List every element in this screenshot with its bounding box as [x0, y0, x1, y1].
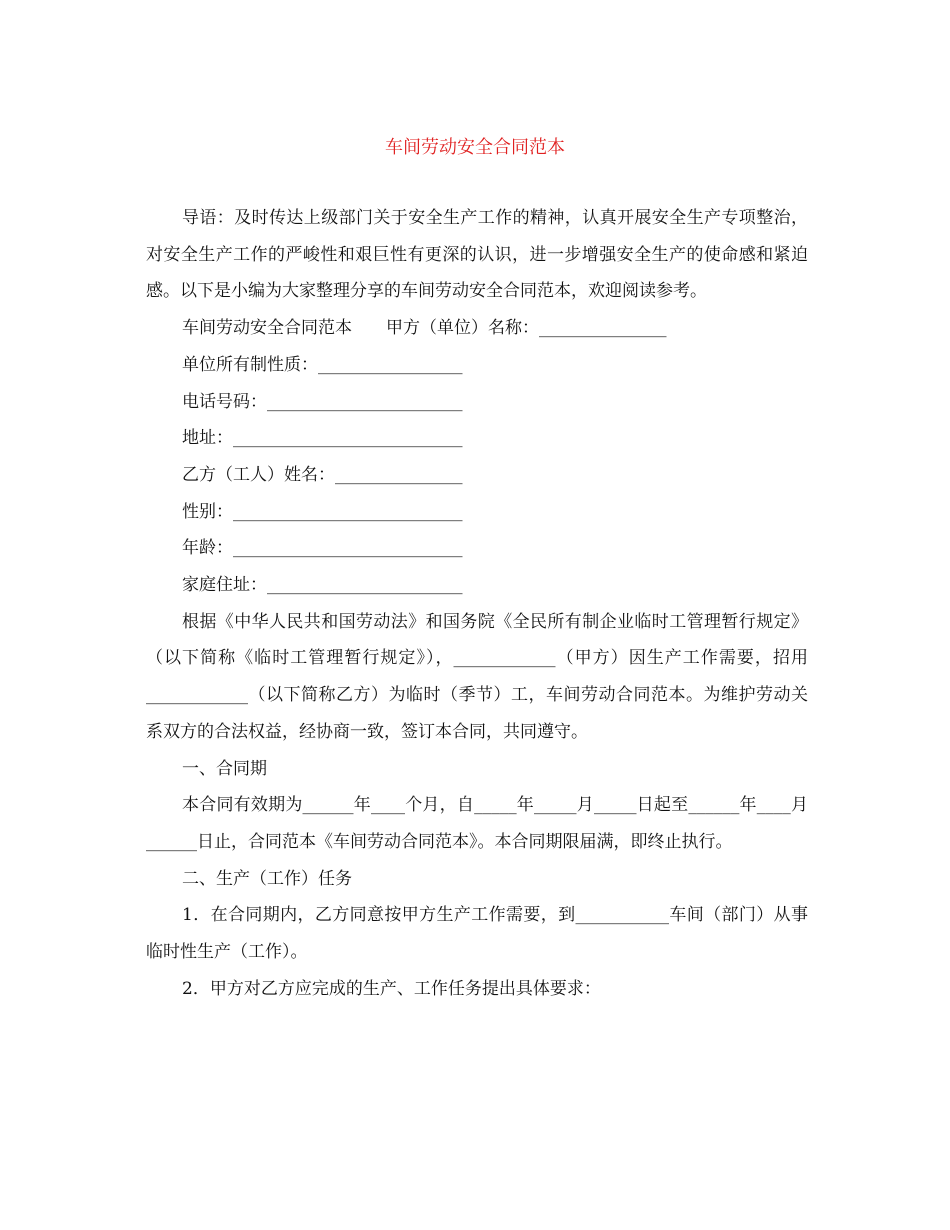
- ownership-type-field: 单位所有制性质：_________________: [182, 354, 463, 375]
- home-address-field: 家庭住址：_______________________: [182, 575, 463, 596]
- legal-basis-paragraph: 根据《中华人民共和国劳动法》和国务院《全民所有制企业临时工管理暂行规定》（以下简称《临时工管理暂行规定》），____________（甲方）因生产工作需要，招用____________（以下简称乙方）为临时（季节）工，车间劳动合同范本。为维护劳动关系双方的合法权益，经协商一致，签订本合同，共同遵守。: [146, 611, 808, 742]
- phone-field: 电话号码：_______________________: [182, 391, 463, 412]
- section-heading-term: 一、合同期: [182, 758, 267, 779]
- document-title: 车间劳动安全合同范本: [385, 137, 565, 158]
- task-clause-1: 1．在合同期内，乙方同意按甲方生产工作需要，到___________车间（部门）从事临时性生产（工作）。: [146, 905, 808, 963]
- party-a-name-field: 车间劳动安全合同范本 甲方（单位）名称：_______________: [182, 318, 667, 339]
- intro-paragraph: 导语：及时传达上级部门关于安全生产工作的精神，认真开展安全生产专项整治，对安全生产工作的严峻性和艰巨性有更深的认识，进一步增强安全生产的使命感和紧迫感。以下是小编为大家整理分享的车间劳动安全合同范本，欢迎阅读参考。: [146, 208, 808, 302]
- document-body: [146, 200, 808, 1007]
- section-heading-tasks: 二、生产（工作）任务: [182, 868, 352, 889]
- party-b-name-field: 乙方（工人）姓名：_______________: [182, 464, 463, 485]
- age-field: 年龄：___________________________: [182, 538, 463, 559]
- gender-field: 性别：___________________________: [182, 501, 463, 522]
- task-clause-2: 2．甲方对乙方应完成的生产、工作任务提出具体要求：: [182, 978, 601, 999]
- term-paragraph: 本合同有效期为______年____个月，自_____年_____月_____日起至______年____月______日止，合同范本《车间劳动合同范本》。本合同期限届满，即终止执行。: [146, 795, 808, 852]
- address-field: 地址：___________________________: [182, 428, 463, 449]
